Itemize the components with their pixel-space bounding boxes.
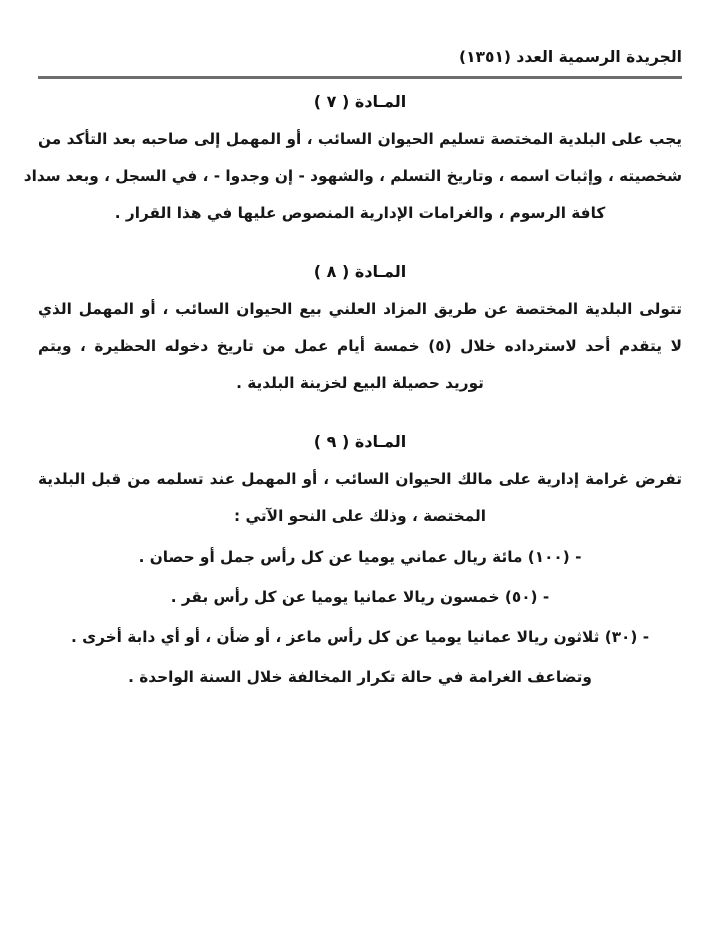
article-9-penalty-list: [38, 550, 682, 670]
article-9-list-item-3: - (٣٠) ثلاثون ريالا عمانيا يوميا عن كل رأس ماعز ، أو ضأن ، أو أي دابة أخرى .: [70, 628, 650, 646]
list-item: [38, 590, 682, 630]
article-7: [23, 92, 682, 243]
article-9: [38, 432, 682, 707]
article-8-line-2: لا يتقدم أحد لاسترداده خلال (٥) خمسة أيام عمل من تاريخ دخوله الحظيرة ، ويتم: [38, 337, 682, 355]
article-9-list-item-1: - (١٠٠) مائة ريال عماني يوميا عن كل رأس جمل أو حصان .: [138, 548, 582, 566]
article-9-list-item-2: - (٥٠) خمسون ريالا عمانيا يوميا عن كل رأس بقر .: [170, 588, 550, 606]
article-9-heading: المـادة ( ٩ ): [313, 432, 407, 451]
article-9-line-1: تفرض غرامة إدارية على مالك الحيوان السائب ، أو المهمل عند تسلمه من قبل البلدية: [38, 470, 682, 488]
article-9-line-2: المختصة ، وذلك على النحو الآتي :: [234, 507, 486, 525]
article-7-line-1: يجب على البلدية المختصة تسليم الحيوان السائب ، أو المهمل إلى صاحبه بعد التأكد من: [38, 130, 682, 148]
list-item: [38, 550, 682, 590]
journal-header-text: الجريدة الرسمية العدد (١٣٥١): [458, 48, 682, 66]
article-7-line-2: شخصيته ، وإثبات اسمه ، وتاريخ التسلم ، والشهود - إن وجدوا - ، في السجل ، وبعد سداد: [23, 167, 682, 185]
article-8-heading: المـادة ( ٨ ): [313, 262, 407, 281]
article-8-body: [38, 302, 682, 413]
header-rule: [38, 76, 682, 79]
article-9-body: [38, 472, 682, 707]
article-9-closing-line: وتضاعف الغرامة في حالة تكرار المخالفة خلال السنة الواحدة .: [128, 668, 592, 686]
page-header: [38, 48, 682, 82]
document-body: [23, 92, 682, 707]
article-7-body: [23, 130, 682, 243]
article-8-line-1: تتولى البلدية المختصة عن طريق المزاد العلني بيع الحيوان السائب ، أو المهمل الذي: [38, 300, 682, 318]
article-8: [38, 262, 682, 413]
article-7-line-3: كافة الرسوم ، والغرامات الإدارية المنصوص عليها في هذا القرار .: [114, 204, 606, 222]
article-8-line-3: توريد حصيلة البيع لخزينة البلدية .: [236, 374, 484, 392]
article-7-heading: المـادة ( ٧ ): [313, 92, 407, 111]
list-item: [38, 630, 682, 670]
